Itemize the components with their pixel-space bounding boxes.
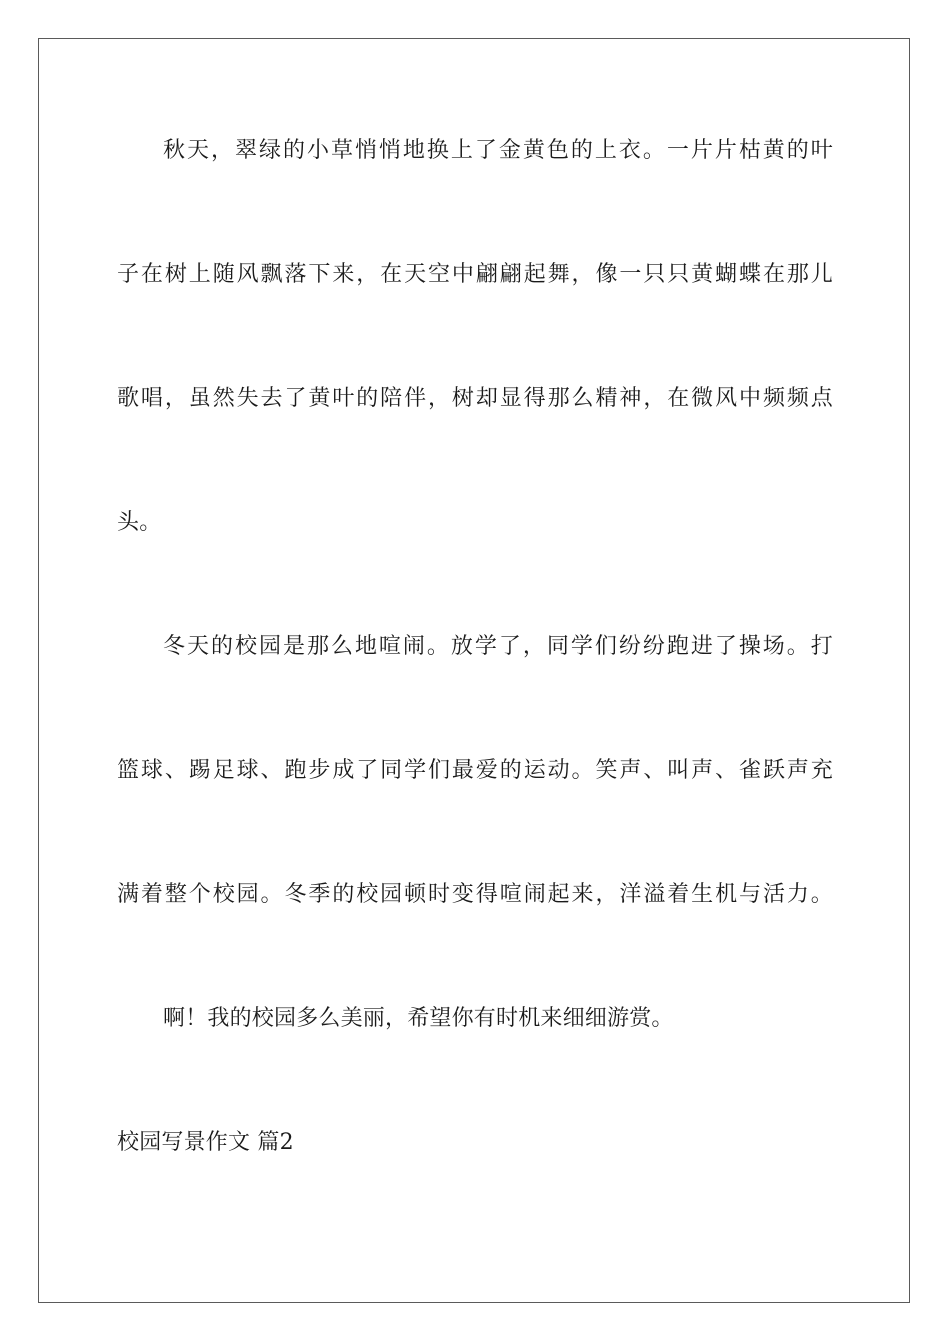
paragraph-autumn-line-2: 子在树上随风飘落下来，在天空中翩翩起舞，像一只只黄蝴蝶在那儿	[117, 262, 833, 287]
section-heading: 校园写景作文 篇2	[117, 1130, 294, 1155]
paragraph-closing-line-1: 啊！我的校园多么美丽，希望你有时机来细细游赏。	[163, 1006, 674, 1031]
paragraph-autumn-line-4: 头。	[117, 510, 162, 535]
paragraph-autumn-line-1: 秋天，翠绿的小草悄悄地换上了金黄色的上衣。一片片枯黄的叶	[163, 138, 833, 163]
paragraph-winter-line-1: 冬天的校园是那么地喧闹。放学了，同学们纷纷跑进了操场。打	[163, 634, 833, 659]
page-border	[38, 38, 910, 1303]
paragraph-winter-line-2: 篮球、踢足球、跑步成了同学们最爱的运动。笑声、叫声、雀跃声充	[117, 758, 833, 783]
paragraph-winter-line-3: 满着整个校园。冬季的校园顿时变得喧闹起来，洋溢着生机与活力。	[117, 882, 833, 907]
paragraph-autumn-line-3: 歌唱，虽然失去了黄叶的陪伴，树却显得那么精神，在微风中频频点	[117, 386, 833, 411]
